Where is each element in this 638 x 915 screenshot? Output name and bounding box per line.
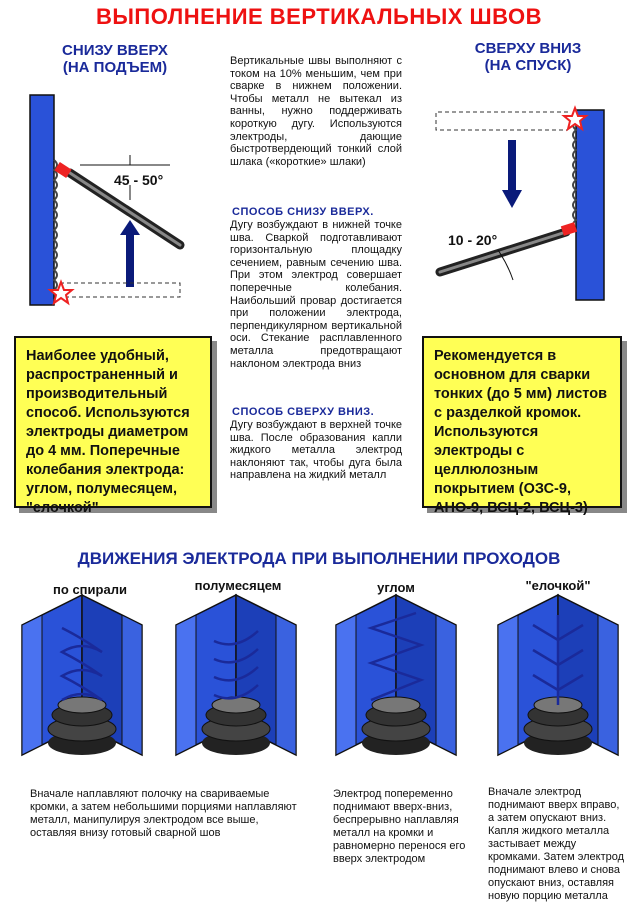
right-info-box: Рекомендуется в основном для сварки тонких (до 5 мм) листов с разделкой кромок. Используются электроды с целлюлозным покрытием (ОЗС-9, АНО-9, ВСЦ-2, ВСЦ-3) [422,336,622,508]
method2-text: Дугу возбуждают в верхней точке шва. После образования капли жидкого металла электрод наклоняют так, чтобы дуга была направлена на жидкий металл [230,419,402,482]
left-heading [20,42,210,76]
movement-label-angle: углом [377,580,415,595]
left-info-box: Наиболее удобный, распространенный и производительный способ. Используются электроды диаметром до 4 мм. Поперечные колебания электрода: углом, полумесяцем, "елочкой" [14,336,212,508]
right-plate [576,110,604,300]
up-arrow-icon [120,220,140,235]
bottom-up-diagram [20,85,220,315]
movement-label-herringbone: "елочкой" [525,578,591,593]
right-heading-line1: СВЕРХУ ВНИЗ [474,40,582,57]
angle-description: Электрод попеременно поднимают вверх-вниз, беспрерывно наплавляя металл на кромки и равномерно перенося его вверх электродом [333,788,466,865]
movements-title: ДВИЖЕНИЯ ЭЛЕКТРОДА ПРИ ВЫПОЛНЕНИИ ПРОХОДОВ [77,549,561,568]
movement-label-spiral: по спирали [53,582,127,597]
left-bottom-dashline [60,283,180,297]
left-heading-line2: (НА ПОДЪЕМ) [62,59,168,76]
method1-text: Дугу возбуждают в нижней точке шва. Сваркой подготавливают горизонтальную площадку сечением, равным сечению шва. При этом электрод совершает поперечные колебания. Наибольший провар достигается при положении электрода, перпендикулярном вертикальной оси. Стекание расплавленного металла предотвращают наклоном электрода вниз [230,219,402,370]
angle-illustration [336,595,456,755]
right-heading [428,40,628,74]
left-heading-line1: СНИЗУ ВВЕРХ [62,42,168,59]
spiral-description: Вначале наплавляют полочку на свариваемые кромки, а затем небольшими порциями наплавляют металл, манипулируя электродом все выше, оставляя внизу готовый сварной шов [30,788,297,839]
movement-label-crescent: полумесяцем [194,578,282,593]
intro-text: Вертикальные швы выполняют с током на 10% меньшим, чем при сварке в нижнем положении. Чтобы металл не вытекал из ванны, нужно поддерживать короткую дугу. Используются электроды, дающие быстротвердеющий тонкий слой шлака («короткие» шлаки) [230,55,402,168]
crescent-illustration [176,595,296,755]
left-plate [30,95,54,305]
movements-illustrations [0,595,638,785]
method2-title: СПОСОБ СВЕРХУ ВНИЗ. [232,406,375,418]
top-down-diagram [428,100,628,310]
right-top-dashline [436,112,568,130]
spiral-illustration [22,595,142,755]
left-angle-label: 45 - 50° [114,172,164,188]
herringbone-illustration [498,595,618,755]
right-angle-label: 10 - 20° [448,232,498,248]
down-arrow-icon [502,190,522,208]
method1-title: СПОСОБ СНИЗУ ВВЕРХ. [232,206,374,218]
left-weld-seam [54,160,57,300]
right-heading-line2: (НА СПУСК) [484,57,572,74]
page-title: ВЫПОЛНЕНИЕ ВЕРТИКАЛЬНЫХ ШВОВ [96,4,542,29]
right-electrode-tip [561,222,577,236]
herringbone-description: Вначале электрод поднимают вверх вправо, а затем опускают вниз. Капля жидкого металла застывает между кромками. Затем электрод поднимают влево и снова опускают вниз, оставляя новую порцию металла [488,786,625,902]
